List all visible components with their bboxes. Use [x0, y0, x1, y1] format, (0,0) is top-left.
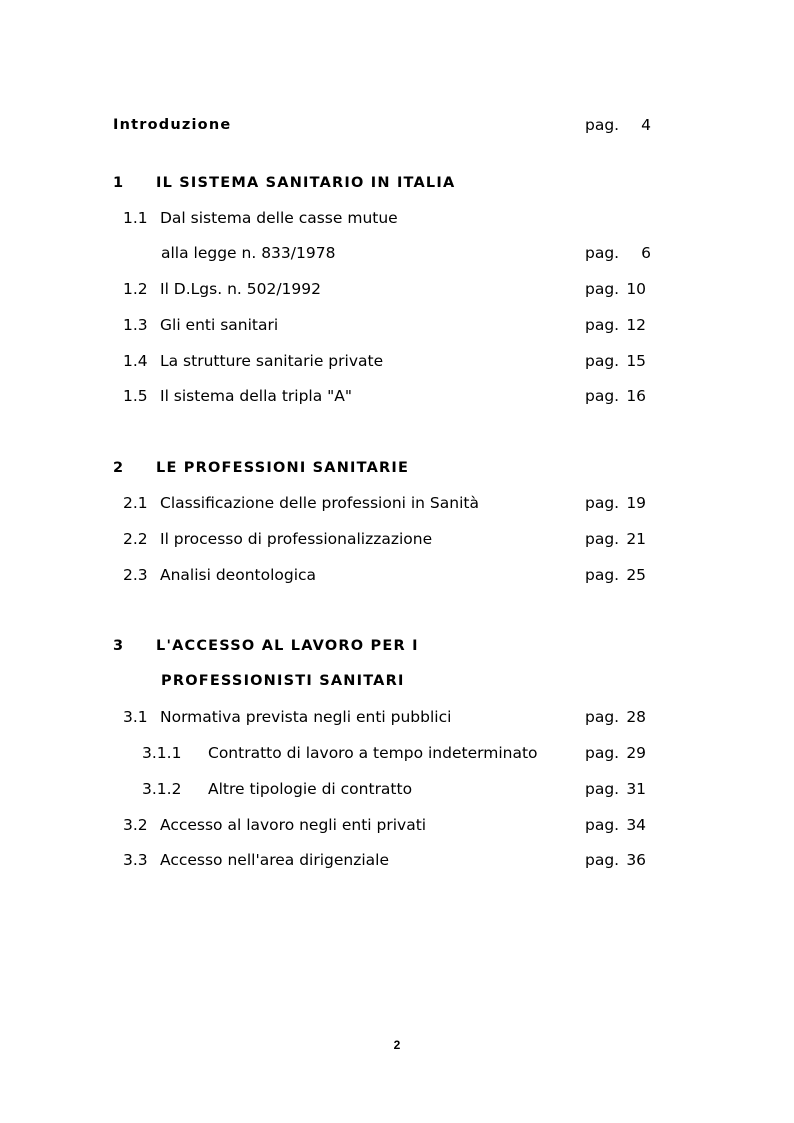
section-number: 1.5 — [123, 387, 148, 405]
section-title: Classificazione delle professioni in Sanità — [160, 494, 479, 512]
section-number: 3.1.2 — [142, 780, 182, 798]
section-title: Altre tipologie di contratto — [208, 780, 413, 798]
toc-section-1-1-cont — [0, 238, 794, 268]
section-page: pag. 29 — [585, 744, 647, 762]
section-page: pag. 36 — [585, 851, 647, 869]
section-page: pag. 21 — [585, 530, 647, 548]
section-number: 3.1.1 — [142, 744, 182, 762]
section-page: pag. 25 — [585, 566, 647, 584]
section-number: 3.1 — [123, 708, 148, 726]
section-title: Accesso nell'area dirigenziale — [160, 851, 390, 869]
toc-section-3-1-1 — [0, 738, 794, 768]
chapter-number: 1 — [113, 175, 125, 191]
toc-intro-page: pag. 4 — [585, 116, 651, 134]
toc-section-3-1 — [0, 702, 794, 732]
toc-chapter-2 — [0, 453, 794, 483]
section-title: Gli enti sanitari — [160, 316, 279, 334]
section-page: pag. 12 — [585, 316, 647, 334]
section-number: 1.1 — [123, 209, 148, 227]
section-number: 3.3 — [123, 851, 148, 869]
section-page: pag. 6 — [585, 244, 651, 262]
toc-intro — [0, 110, 794, 140]
toc-chapter-3 — [0, 631, 794, 661]
section-title: La strutture sanitarie private — [160, 352, 384, 370]
section-title: Accesso al lavoro negli enti privati — [160, 816, 427, 834]
toc-section-2-2 — [0, 524, 794, 554]
toc-section-1-1 — [0, 203, 794, 233]
chapter-title: L'ACCESSO AL LAVORO PER I — [156, 638, 419, 654]
section-title: Analisi deontologica — [160, 566, 317, 584]
section-title: Contratto di lavoro a tempo indeterminato — [208, 744, 538, 762]
toc-section-1-4 — [0, 346, 794, 376]
section-title: Il sistema della tripla "A" — [160, 387, 353, 405]
section-number: 3.2 — [123, 816, 148, 834]
section-number: 1.2 — [123, 280, 148, 298]
section-title: alla legge n. 833/1978 — [161, 244, 336, 262]
toc-section-1-3 — [0, 310, 794, 340]
toc-section-2-1 — [0, 488, 794, 518]
chapter-title: IL SISTEMA SANITARIO IN ITALIA — [156, 175, 456, 191]
section-number: 2.2 — [123, 530, 148, 548]
section-number: 1.3 — [123, 316, 148, 334]
section-number: 2.3 — [123, 566, 148, 584]
toc-section-2-3 — [0, 560, 794, 590]
section-page: pag. 31 — [585, 780, 647, 798]
page-number-footer: 2 — [393, 1038, 401, 1052]
toc-chapter-3-cont — [0, 666, 794, 696]
section-number: 2.1 — [123, 494, 148, 512]
toc-chapter-1 — [0, 168, 794, 198]
chapter-number: 3 — [113, 638, 125, 654]
section-page: pag. 34 — [585, 816, 647, 834]
toc-intro-title: Introduzione — [113, 117, 232, 133]
toc-section-3-2 — [0, 810, 794, 840]
section-page: pag. 28 — [585, 708, 647, 726]
chapter-title: LE PROFESSIONI SANITARIE — [156, 460, 410, 476]
toc-section-3-3 — [0, 845, 794, 875]
section-page: pag. 15 — [585, 352, 647, 370]
section-page: pag. 16 — [585, 387, 647, 405]
toc-section-1-5 — [0, 381, 794, 411]
section-title: Normativa prevista negli enti pubblici — [160, 708, 452, 726]
toc-section-1-2 — [0, 274, 794, 304]
section-number: 1.4 — [123, 352, 148, 370]
section-page: pag. 19 — [585, 494, 647, 512]
chapter-title: PROFESSIONISTI SANITARI — [161, 673, 405, 689]
section-page: pag. 10 — [585, 280, 647, 298]
section-title: Dal sistema delle casse mutue — [160, 209, 398, 227]
chapter-number: 2 — [113, 460, 125, 476]
section-title: Il D.Lgs. n. 502/1992 — [160, 280, 322, 298]
section-title: Il processo di professionalizzazione — [160, 530, 433, 548]
toc-section-3-1-2 — [0, 774, 794, 804]
